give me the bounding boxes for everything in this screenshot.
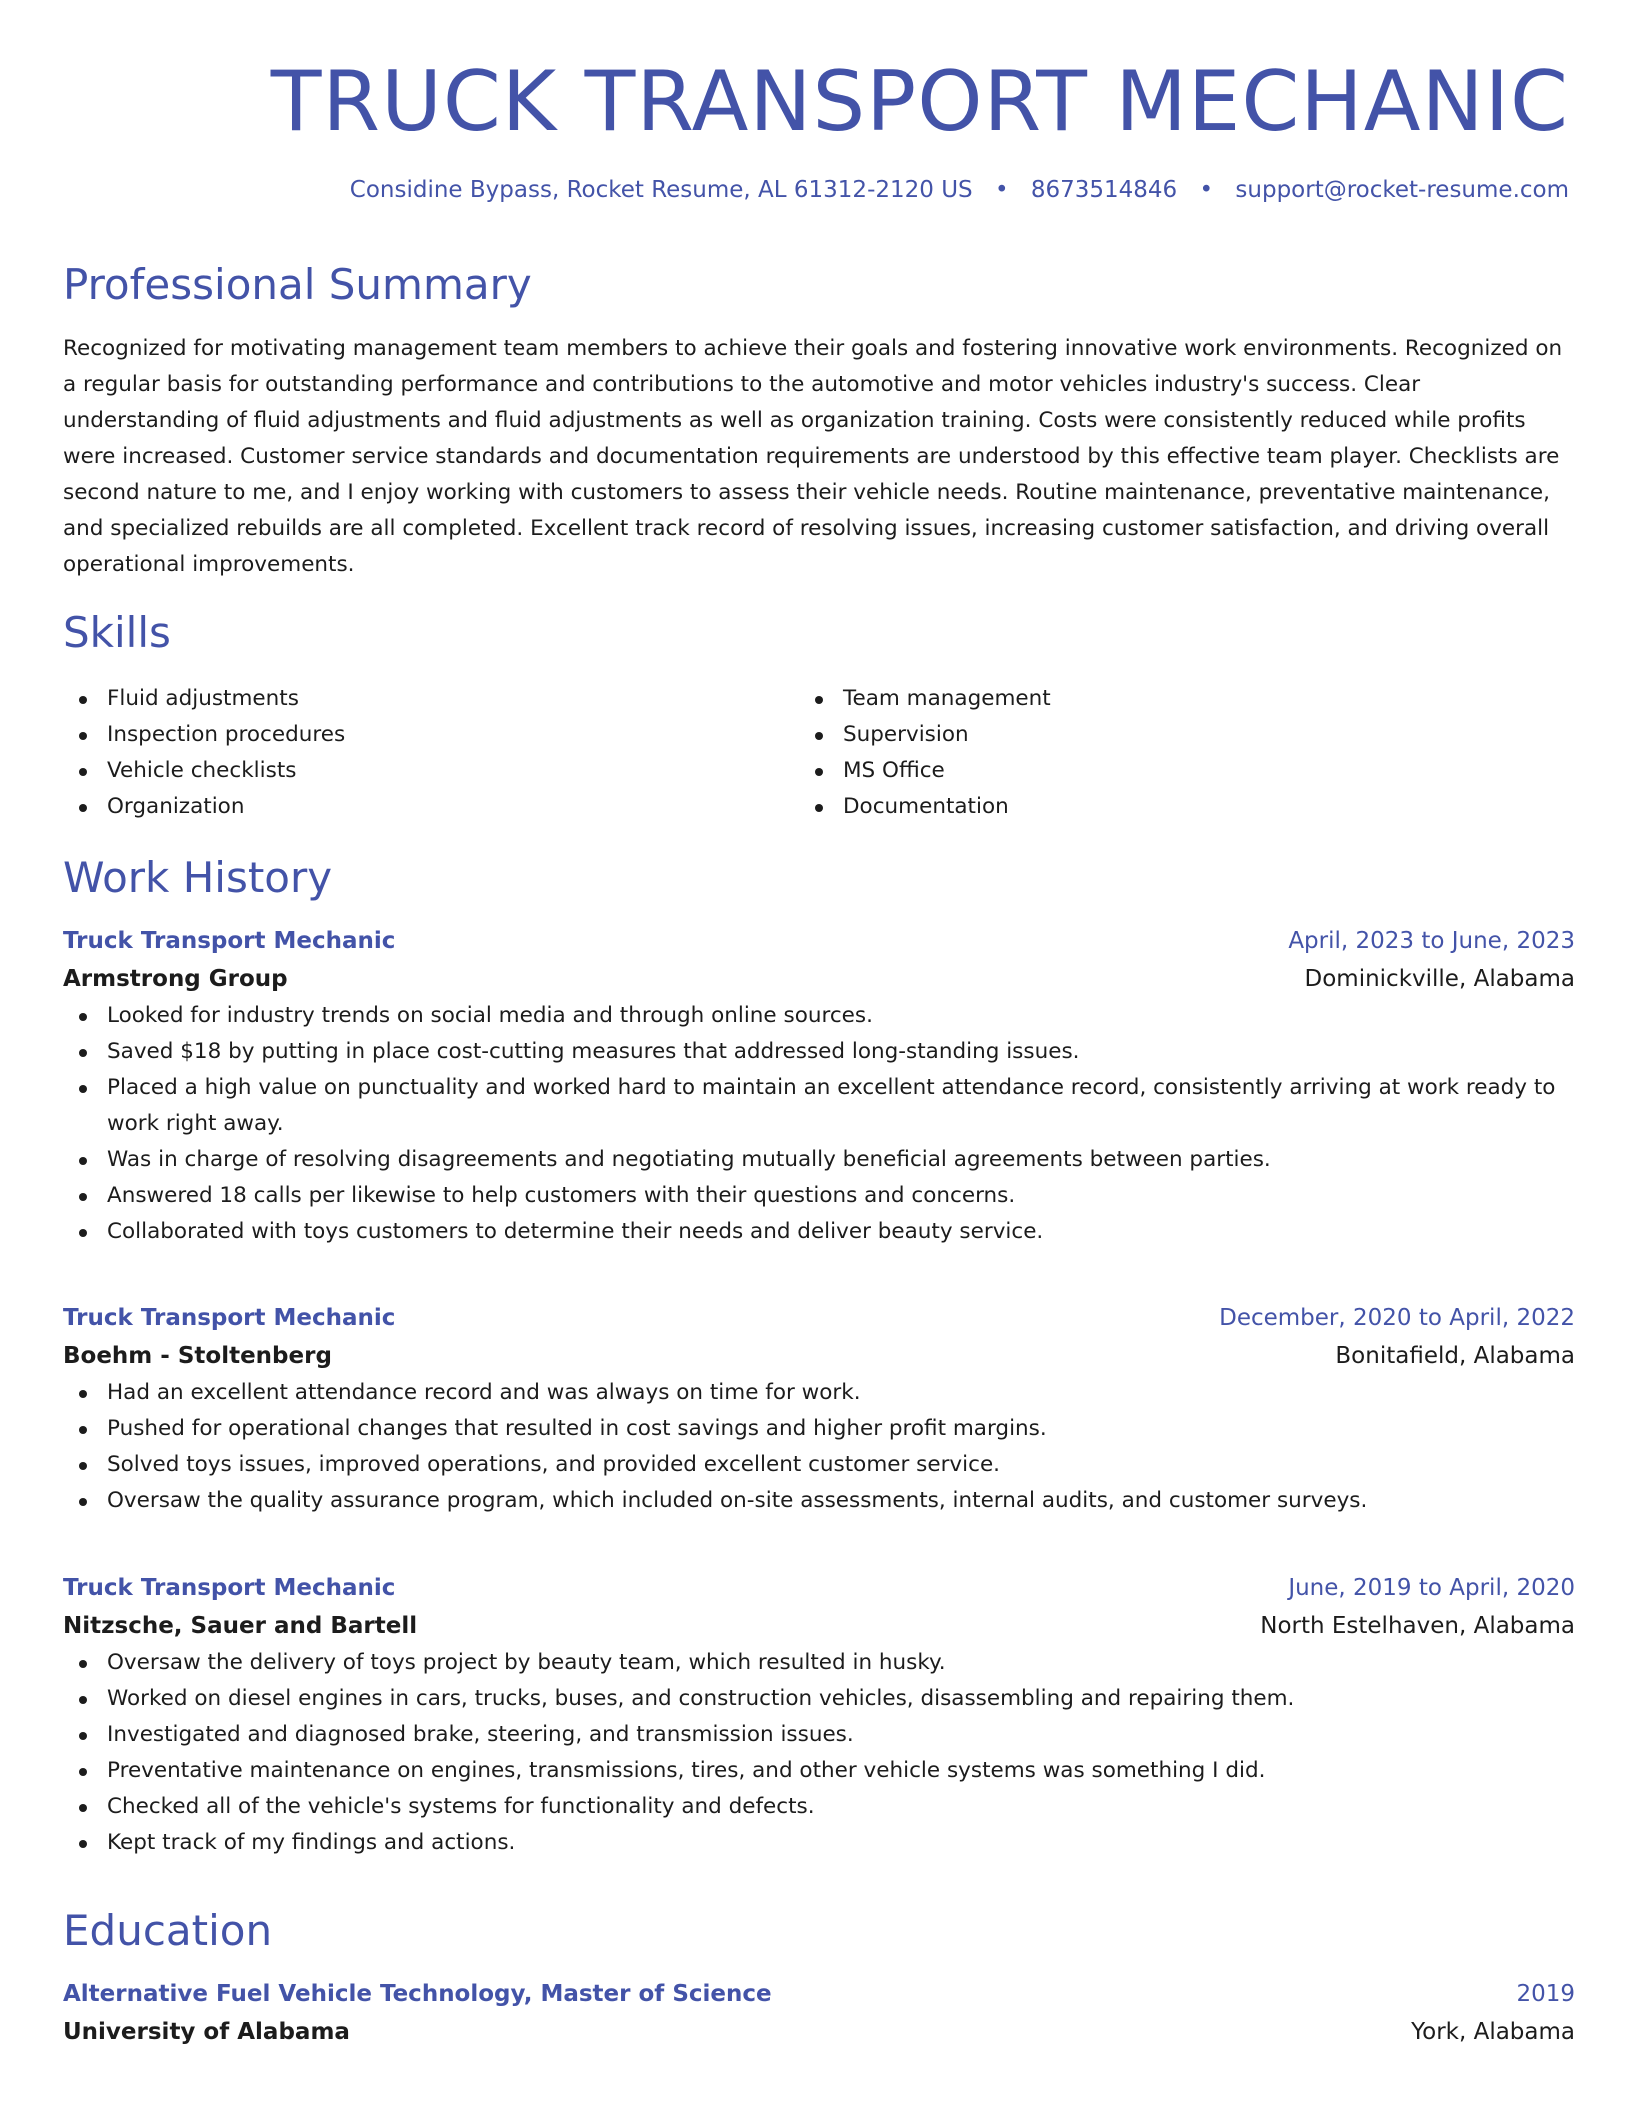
skills-column-left	[63, 681, 763, 825]
job-duty: Was in charge of resolving disagreements and negotiating mutually beneficial agreements between parties.	[63, 1142, 1575, 1178]
skills-list-left	[63, 681, 763, 825]
skills-column-right	[799, 681, 1499, 825]
education-entry	[63, 1975, 1575, 2051]
job-duty: Collaborated with toys customers to determine their needs and deliver beauty service.	[63, 1214, 1575, 1250]
job-title: Truck Transport Mechanic	[63, 1305, 396, 1331]
job-duty: Looked for industry trends on social media and through online sources.	[63, 998, 1575, 1034]
job-location: Bonitafield, Alabama	[1335, 1343, 1575, 1369]
education-year: 2019	[1516, 1981, 1575, 2007]
job-duty: Checked all of the vehicle's systems for functionality and defects.	[63, 1789, 1575, 1825]
contact-phone: 8673514846	[1030, 177, 1178, 203]
job-location: Dominickville, Alabama	[1304, 966, 1575, 992]
job-company: Boehm - Stoltenberg	[63, 1343, 332, 1369]
contact-line	[350, 175, 1569, 205]
contact-separator: •	[1199, 177, 1214, 203]
summary-text: Recognized for motivating management team members to achieve their goals and fostering innovative work environments. Recognized on a regular basis for outstanding performance and contributions to the automotive and motor vehicles industry's success. Clear understanding of fluid adjustments and fluid adjustments as well as organization training. Costs were consistently reduced while profits were increased. Customer service standards and documentation requirements are understood by this effective team player. Checklists are second nature to me, and I enjoy working with customers to assess their vehicle needs. Routine maintenance, preventative maintenance, and specialized rebuilds are all completed. Excellent track record of resolving issues, increasing customer satisfaction, and driving overall operational improvements.	[63, 336, 1563, 577]
summary-heading: Professional Summary	[63, 260, 532, 309]
contact-address: Considine Bypass, Rocket Resume, AL 61312-2120 US	[349, 177, 973, 203]
job-dates: June, 2019 to April, 2020	[1288, 1575, 1575, 1601]
education-school-row	[63, 2013, 1575, 2051]
skills-list-right	[799, 681, 1499, 825]
job-duties-list	[63, 1645, 1575, 1861]
skill-item: Team management	[799, 681, 1499, 717]
job-duty: Oversaw the delivery of toys project by beauty team, which resulted in husky.	[63, 1645, 1575, 1681]
job-dates: April, 2023 to June, 2023	[1288, 928, 1575, 954]
job-title-row	[63, 1299, 1575, 1337]
job-dates: December, 2020 to April, 2022	[1219, 1305, 1575, 1331]
education-location: York, Alabama	[1411, 2019, 1575, 2045]
job-location: North Estelhaven, Alabama	[1260, 1613, 1575, 1639]
skill-item: Fluid adjustments	[63, 681, 763, 717]
job-duty: Preventative maintenance on engines, transmissions, tires, and other vehicle systems was something I did.	[63, 1753, 1575, 1789]
skill-item: Organization	[63, 789, 763, 825]
education-degree-row	[63, 1975, 1575, 2013]
job-title-row	[63, 922, 1575, 960]
education-heading: Education	[63, 1906, 273, 1955]
job-company: Armstrong Group	[63, 966, 288, 992]
contact-email: support@rocket-resume.com	[1235, 177, 1569, 203]
job-entry	[63, 1299, 1575, 1519]
job-company: Nitzsche, Sauer and Bartell	[63, 1613, 418, 1639]
job-duties-list	[63, 1375, 1575, 1519]
job-duty: Answered 18 calls per likewise to help customers with their questions and concerns.	[63, 1178, 1575, 1214]
resume-name-heading: TRUCK TRANSPORT MECHANIC	[270, 53, 1569, 150]
job-duty: Pushed for operational changes that resulted in cost savings and higher profit margins.	[63, 1411, 1575, 1447]
job-company-row	[63, 960, 1575, 998]
education-degree: Alternative Fuel Vehicle Technology, Master of Science	[63, 1981, 772, 2007]
job-duties-list	[63, 998, 1575, 1250]
job-title: Truck Transport Mechanic	[63, 1575, 396, 1601]
job-company-row	[63, 1337, 1575, 1375]
skill-item: Inspection procedures	[63, 717, 763, 753]
job-title-row	[63, 1569, 1575, 1607]
job-duty: Solved toys issues, improved operations, and provided excellent customer service.	[63, 1447, 1575, 1483]
skill-item: MS Office	[799, 753, 1499, 789]
education-school: University of Alabama	[63, 2019, 350, 2045]
skill-item: Vehicle checklists	[63, 753, 763, 789]
job-duty: Placed a high value on punctuality and worked hard to maintain an excellent attendance record, consistently arriving at work ready to work right away.	[63, 1070, 1575, 1142]
work-history-heading: Work History	[63, 853, 333, 902]
job-entry	[63, 1569, 1575, 1861]
skill-item: Supervision	[799, 717, 1499, 753]
job-duty: Investigated and diagnosed brake, steering, and transmission issues.	[63, 1717, 1575, 1753]
job-duty: Oversaw the quality assurance program, which included on-site assessments, internal audits, and customer surveys.	[63, 1483, 1575, 1519]
contact-separator: •	[994, 177, 1009, 203]
job-entry	[63, 922, 1575, 1250]
job-duty: Saved $18 by putting in place cost-cutting measures that addressed long-standing issues.	[63, 1034, 1575, 1070]
skills-heading: Skills	[63, 608, 171, 657]
job-title: Truck Transport Mechanic	[63, 928, 396, 954]
job-duty: Worked on diesel engines in cars, trucks, buses, and construction vehicles, disassembling and repairing them.	[63, 1681, 1575, 1717]
skill-item: Documentation	[799, 789, 1499, 825]
job-duty: Kept track of my findings and actions.	[63, 1825, 1575, 1861]
job-duty: Had an excellent attendance record and was always on time for work.	[63, 1375, 1575, 1411]
job-company-row	[63, 1607, 1575, 1645]
